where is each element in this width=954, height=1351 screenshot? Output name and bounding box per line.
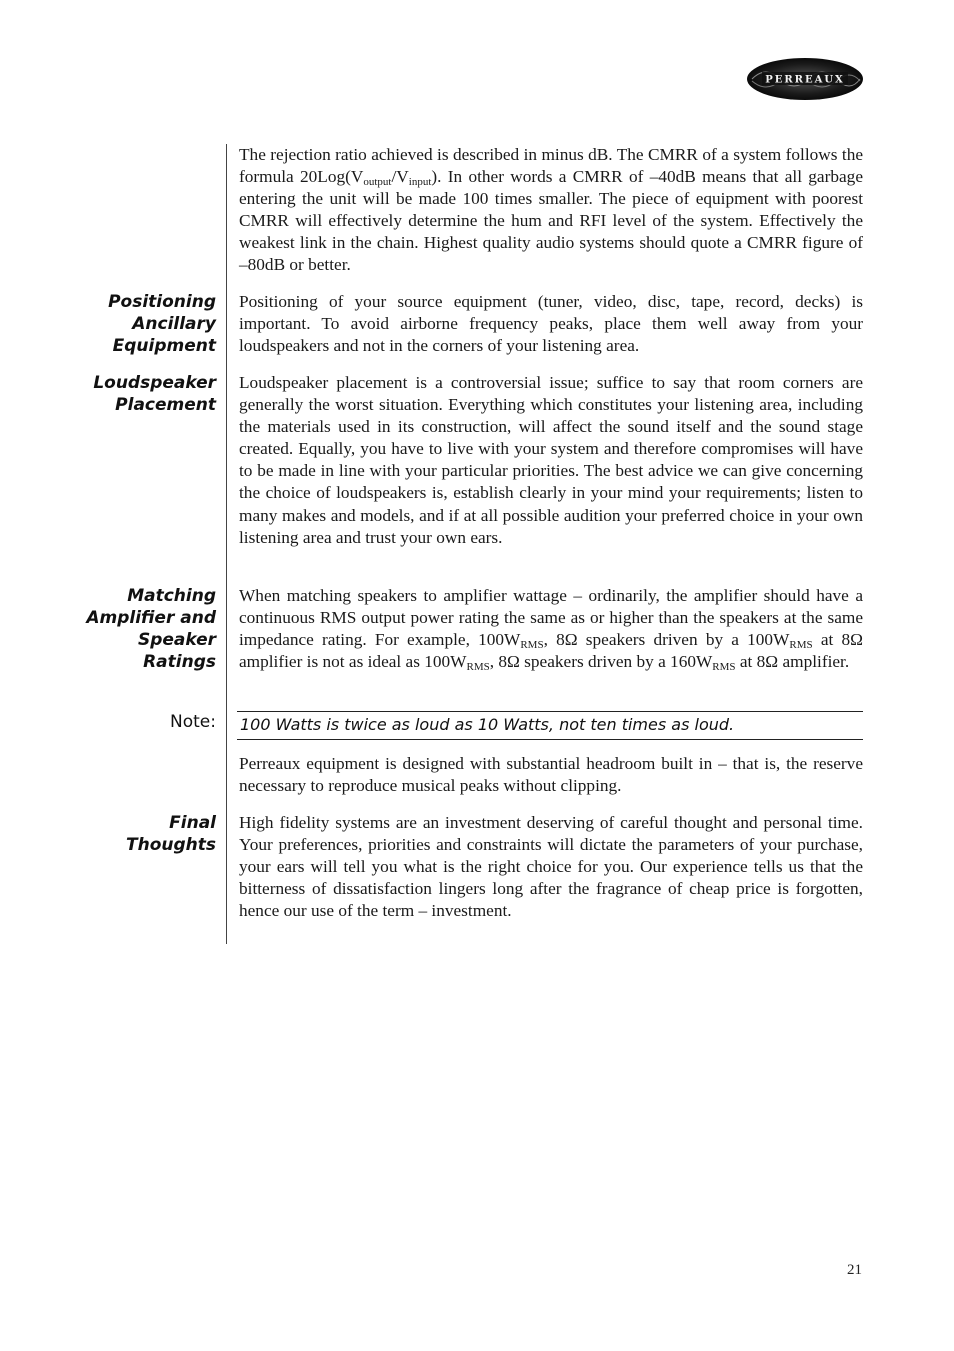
note-box [237, 711, 863, 740]
heading-matching-ratings: Matching Amplifier and Speaker Ratings [86, 586, 216, 672]
heading-loudspeaker-placement: Loudspeaker Placement [93, 373, 216, 415]
heading-final-thoughts: Final Thoughts [126, 813, 216, 855]
subscript: RMS [712, 661, 736, 674]
subscript: RMS [466, 661, 490, 674]
paragraph-loudspeaker: Loudspeaker placement is a controversial issue; suffice to say that room corners are generally the worst situation. Everything which constitutes your listening area, including the materials used in its construction, will affect the sound itself and the sound stage created. Equally, you have to live with your system and therefore compromises will have to be made in line with your particular priorities. The best advice we can give concerning the choice of loudspeakers is, establish clearly in your mind your requirements; listen to many makes and models, and if at all possible audition your preferred choice in your own listening area and trust your own ears. [239, 373, 863, 547]
perreaux-logo [746, 57, 864, 101]
svg-text:PERREAUX: PERREAUX [765, 74, 845, 86]
paragraph-final-thoughts: High fidelity systems are an investment deserving of careful thought and personal time. Your preferences, priorities and constraints will dictate the parameters of your purchase, your ears will tell you what is the right choice for you. Our experience tells us that the bitterness of dissatisfaction lingers long after the fragrance of cheap price is forgotten, hence our use of the term – investment. [239, 813, 863, 921]
paragraph-positioning: Positioning of your source equipment (tuner, video, disc, tape, record, decks) is important. To avoid airborne frequency peaks, place them well away from your loudspeakers and not in the corners of your listening area. [239, 292, 863, 356]
margin-rule [226, 144, 227, 944]
note-text: 100 Watts is twice as loud as 10 Watts, not ten times as loud. [240, 715, 735, 734]
note-label: Note: [170, 712, 216, 732]
heading-positioning-ancillary: Positioning Ancillary Equipment [108, 292, 216, 356]
subscript: output [363, 176, 392, 189]
page-number: 21 [847, 1262, 862, 1278]
paragraph-headroom: Perreaux equipment is designed with substantial headroom built in – that is, the reserve necessary to reproduce musical peaks without clipping. [239, 754, 863, 796]
paragraph-cmrr: The rejection ratio achieved is described in minus dB. The CMRR of a system follows the formula $20Log(V_{output}/V_{input})$. In other words a CMRR of –40dB means that all garbage entering the unit will be made 100 times smaller. The piece of equipment with poorest CMRR will effectively determine the hum and RFI level of the system. Effectively the weakest link in the chain. Highest quality audio systems should quote a CMRR figure of –80dB or better. [239, 145, 863, 275]
subscript: RMS [520, 639, 544, 652]
subscript: RMS [789, 639, 813, 652]
paragraph-matching: When matching speakers to amplifier wattage – ordinarily, the amplifier should have a continuous RMS output power rating the same as or higher than the speakers at the same impedance rating. For example, $100W_{RMS}$, 8Ω speakers driven by a $100W_{RMS}$ at 8Ω amplifier is not as ideal as $100W_{RMS}$, 8Ω speakers driven by a $160W_{RMS}$ at 8Ω amplifier. [239, 586, 863, 674]
subscript: input [408, 176, 432, 189]
